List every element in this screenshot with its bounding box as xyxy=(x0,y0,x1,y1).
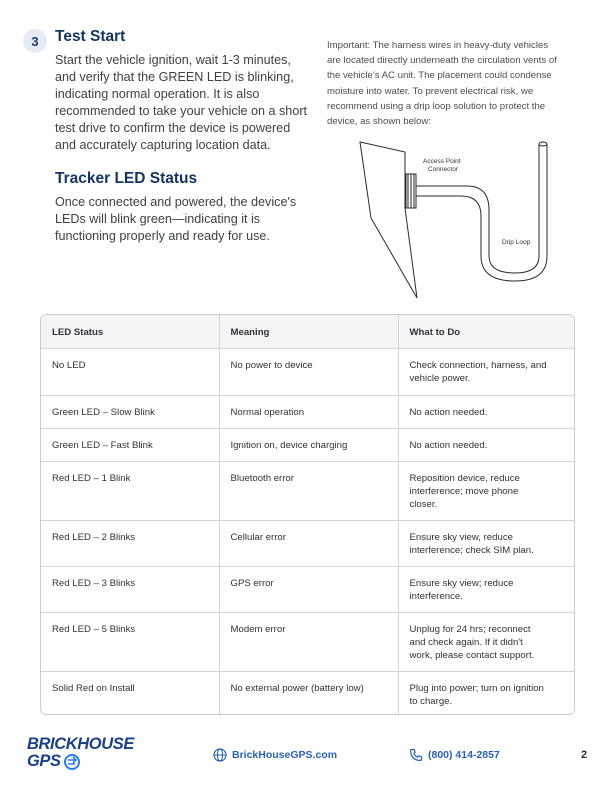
phone-icon xyxy=(409,748,423,762)
logo-arrow-icon xyxy=(64,754,82,770)
step-line: Start the vehicle ignition, wait 1-3 minutes, xyxy=(55,53,291,67)
todo-line: Plug into power; turn on ignition xyxy=(409,682,544,694)
cell-todo xyxy=(398,395,575,428)
todo-line: Check connection, harness, and xyxy=(409,359,547,371)
header-led-status: LED Status xyxy=(41,315,219,348)
tracker-title: Tracker LED Status xyxy=(55,170,198,187)
todo-line: to charge. xyxy=(409,695,453,707)
tracker-line: functioning properly and ready for use. xyxy=(55,229,270,243)
logo-text-gps: GPS xyxy=(27,752,61,770)
cell-todo xyxy=(398,348,575,395)
website-text: BrickHouseGPS.com xyxy=(232,749,338,761)
step-line: and accurately capturing location data. xyxy=(55,138,271,152)
cell-meaning: GPS error xyxy=(219,566,398,612)
cell-meaning: Cellular error xyxy=(219,520,398,566)
step-title: Test Start xyxy=(55,28,126,45)
logo-text: BRICKHOUSE xyxy=(27,735,134,753)
todo-line: closer. xyxy=(409,498,438,510)
website-link[interactable] xyxy=(213,748,337,762)
device-panel xyxy=(360,142,417,298)
cell-status: Solid Red on Install xyxy=(41,671,219,715)
cell-meaning: No power to device xyxy=(219,348,398,395)
step-line: indicating normal operation. It is also xyxy=(55,87,260,101)
table-row xyxy=(41,395,575,428)
table-row xyxy=(41,566,575,612)
todo-line: and check again. If it didn't xyxy=(409,636,523,648)
important-note xyxy=(327,38,589,129)
note-line: recommend using a drip loop solution to protect the xyxy=(327,100,546,112)
table-row xyxy=(41,520,575,566)
todo-line: Unplug for 24 hrs; reconnect xyxy=(409,623,531,635)
todo-line: Ensure sky view, reduce xyxy=(409,531,513,543)
todo-line: vehicle power. xyxy=(409,372,471,384)
todo-line: Ensure sky view; reduce xyxy=(409,577,514,589)
cell-todo xyxy=(398,428,575,461)
note-line: device, as shown below: xyxy=(327,116,431,128)
cell-todo xyxy=(398,520,575,566)
cell-todo xyxy=(398,566,575,612)
cell-meaning: Modem error xyxy=(219,612,398,671)
cell-status: Red LED – 5 Blinks xyxy=(41,612,219,671)
todo-line: work, please contact support. xyxy=(409,649,535,661)
cell-todo xyxy=(398,671,575,715)
phone-text: (800) 414-2857 xyxy=(428,749,500,761)
table-row xyxy=(41,612,575,671)
table-row xyxy=(41,671,575,715)
cell-status: Red LED – 3 Blinks xyxy=(41,566,219,612)
page-number: 2 xyxy=(581,749,588,761)
drip-loop-diagram xyxy=(355,138,555,298)
connector-label: Access Point xyxy=(423,158,461,165)
globe-icon xyxy=(213,748,227,762)
cell-status: Green LED – Slow Blink xyxy=(41,395,219,428)
step-number-badge: 3 xyxy=(23,29,47,53)
brickhouse-logo xyxy=(27,736,134,770)
drip-loop-label: Drip Loop xyxy=(502,239,531,246)
cell-status: No LED xyxy=(41,348,219,395)
step-line: and verify that the GREEN LED is blinking, xyxy=(55,70,294,84)
tracker-line: LEDs will blink green—indicating it is xyxy=(55,212,261,226)
cell-status: Green LED – Fast Blink xyxy=(41,428,219,461)
table-row xyxy=(41,461,575,520)
cell-meaning: Ignition on, device charging xyxy=(219,428,398,461)
cell-todo xyxy=(398,461,575,520)
table-row xyxy=(41,428,575,461)
note-line: Important: The harness wires in heavy-duty vehicles xyxy=(327,40,549,51)
todo-line: No action needed. xyxy=(409,406,488,418)
todo-line: interference; move phone xyxy=(409,485,519,497)
step-line: recommended to take your vehicle on a short xyxy=(55,104,308,118)
todo-line: interference; check SIM plan. xyxy=(409,544,534,556)
todo-line: interference. xyxy=(409,590,463,602)
footer xyxy=(0,730,612,780)
connector-label: Connector xyxy=(428,166,458,173)
table-row xyxy=(41,348,575,395)
header-meaning: Meaning xyxy=(219,315,398,348)
tracker-paragraph xyxy=(55,194,320,245)
table-header-row xyxy=(41,315,575,348)
phone-link[interactable] xyxy=(409,748,500,762)
logo-sub xyxy=(27,753,134,770)
todo-line: Reposition device, reduce xyxy=(409,472,520,484)
cell-status: Red LED – 1 Blink xyxy=(41,461,219,520)
step-paragraph xyxy=(55,52,320,154)
cell-meaning: No external power (battery low) xyxy=(219,671,398,715)
led-status-table xyxy=(40,314,575,715)
header-what-to-do: What to Do xyxy=(398,315,575,348)
step-line: test drive to confirm the device is powered xyxy=(55,121,291,135)
cell-meaning: Bluetooth error xyxy=(219,461,398,520)
cell-status: Red LED – 2 Blinks xyxy=(41,520,219,566)
todo-line: No action needed. xyxy=(409,439,488,451)
cell-todo xyxy=(398,612,575,671)
note-line: the vehicle's AC unit. The placement could condense xyxy=(327,70,552,82)
cell-meaning: Normal operation xyxy=(219,395,398,428)
note-line: moisture into water. To prevent electrical risk, we xyxy=(327,85,534,97)
note-line: are located directly underneath the circulation vents of xyxy=(327,55,557,67)
tracker-line: Once connected and powered, the device's xyxy=(55,195,297,209)
